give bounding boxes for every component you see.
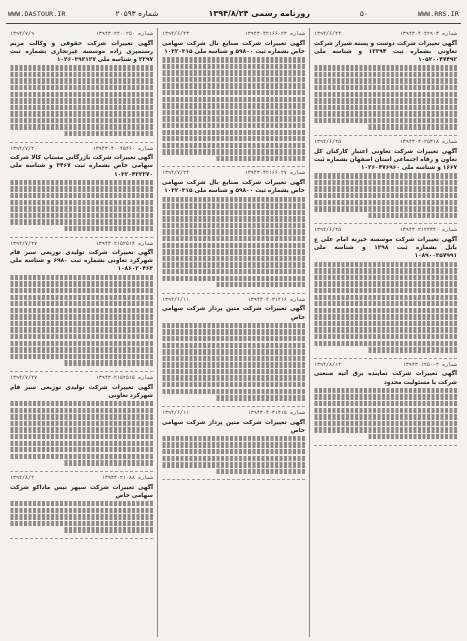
notice-number: شماره ۱۳۹۴۳۰۲۱۵۲۵۱۴ bbox=[95, 240, 153, 247]
text-line bbox=[314, 321, 457, 326]
notice-body bbox=[314, 173, 457, 218]
text-line bbox=[314, 98, 457, 103]
text-line bbox=[10, 301, 153, 306]
text-line bbox=[10, 454, 153, 459]
text-line bbox=[10, 321, 153, 326]
notice-date: ۱۳۹۴/۷/۲۷ bbox=[10, 374, 38, 381]
text-line bbox=[162, 456, 305, 461]
text-line bbox=[10, 514, 153, 519]
notice bbox=[314, 359, 457, 446]
notice bbox=[314, 224, 457, 358]
text-line bbox=[314, 262, 457, 267]
notice-title: آگهی تغییرات شرکت موسسه خیریه امام علی ع بابل بشماره ثبت ۱۳۹۸ و شناسه ملی ۱۰۸۹۰۰۳۵۷۹۹۱ bbox=[314, 237, 457, 260]
notice-title: آگهی تغییرات شرکت بازرگانی مستاپ کالا شرکت سهامی خاص بشماره ثبت ۳۴۶۷ و شناسه ملی ۱۰۳۲۰۴۳۲۲۷۰ bbox=[10, 155, 153, 178]
page-header bbox=[6, 4, 461, 24]
text-line bbox=[162, 70, 305, 75]
text-line bbox=[10, 92, 153, 97]
notice-ref bbox=[314, 139, 457, 147]
notice-date: ۱۳۹۴/۸/۱۴ bbox=[314, 361, 342, 368]
text-line bbox=[162, 136, 305, 141]
header-url-right[interactable]: WWW.RRS.IR bbox=[417, 9, 459, 18]
text-line bbox=[10, 401, 153, 406]
header-url-left[interactable]: WWW.DASTOUR.IR bbox=[8, 9, 66, 18]
text-line bbox=[10, 213, 153, 218]
text-line bbox=[10, 421, 153, 426]
notice-body bbox=[10, 65, 153, 136]
text-line bbox=[10, 200, 153, 205]
text-line bbox=[162, 210, 305, 215]
notice bbox=[162, 294, 305, 407]
text-line bbox=[314, 173, 457, 178]
notice-body bbox=[10, 180, 153, 231]
text-line bbox=[314, 314, 457, 319]
notice-date: ۱۳۹۴/۶/۲۳ bbox=[162, 31, 190, 37]
notice-body bbox=[162, 323, 305, 401]
text-line bbox=[162, 203, 305, 208]
text-line bbox=[162, 462, 305, 467]
notice-body bbox=[10, 501, 153, 533]
text-line bbox=[10, 434, 153, 439]
notice bbox=[162, 407, 305, 481]
text-line bbox=[162, 389, 305, 394]
notice-ref bbox=[162, 410, 305, 418]
notice-ref bbox=[314, 362, 457, 370]
text-line bbox=[162, 229, 305, 234]
notice-number: شماره ۱۳۹۴۳۰۱۲۵۰۰۲ bbox=[402, 361, 457, 368]
text-line bbox=[162, 130, 305, 135]
notice-ref bbox=[314, 227, 457, 235]
text-line bbox=[10, 72, 153, 77]
text-line bbox=[162, 262, 305, 267]
notice-title: آگهی تغییرات شرکت تعاونی اعتبار کارکنان کل تعاون و رفاه اجتماعی استان اصفهان بشماره ثبت ۱۶۶۷ و شناسه ملی ۱۰۲۶۰۴۷۶۹۶۰ bbox=[314, 148, 457, 172]
text-line bbox=[162, 216, 305, 221]
notice-title: آگهی تغییرات شرکت سپهر نیس ماداکو شرکت سهامی خاص bbox=[10, 484, 153, 499]
text-line bbox=[10, 98, 153, 103]
text-line bbox=[10, 288, 153, 293]
text-line bbox=[314, 341, 457, 346]
notice-title: آگهی تغییرات شرکت صنایع بال شرکت سهامی خاص بشماره ثبت ۵۹۸۰۰ و شناسه ملی ۱۰۳۲۰۳۱۵ bbox=[162, 180, 305, 195]
text-line bbox=[64, 460, 153, 465]
text-line bbox=[368, 434, 457, 439]
text-line bbox=[314, 295, 457, 300]
notice-number: شماره ۱۳۹۴۳۰۴۲۱۶۶۰۲۷ bbox=[244, 170, 305, 177]
text-line bbox=[10, 275, 153, 280]
notice-title: آگهی تغییرات شرکت متین پرداز شرکت سهامی خاص bbox=[162, 419, 305, 434]
notice-ref bbox=[10, 146, 153, 154]
text-line bbox=[314, 193, 457, 198]
notice bbox=[162, 167, 305, 293]
notice-title: آگهی تغییرات شرکت تولیدی توزیعی سبز فام شهرکرد تعاونی bbox=[10, 384, 153, 399]
text-line bbox=[10, 327, 153, 332]
text-line bbox=[162, 336, 305, 341]
notice-body bbox=[162, 436, 305, 474]
notice-body bbox=[314, 388, 457, 439]
text-line bbox=[10, 105, 153, 110]
text-line bbox=[162, 369, 305, 374]
text-line bbox=[10, 441, 153, 446]
text-line bbox=[64, 360, 153, 365]
notice bbox=[10, 143, 153, 238]
text-line bbox=[162, 362, 305, 367]
text-line bbox=[162, 329, 305, 334]
text-line bbox=[314, 180, 457, 185]
text-line bbox=[162, 103, 305, 108]
notice-number: شماره ۱۳۹۴۳۰۲۱۰۸۸ bbox=[101, 474, 153, 481]
text-line bbox=[10, 124, 153, 129]
notice bbox=[10, 28, 153, 143]
text-line bbox=[162, 236, 305, 241]
notice-date: ۱۳۹۴/۷/۲۷ bbox=[10, 240, 38, 247]
text-line bbox=[10, 341, 153, 346]
text-line bbox=[10, 65, 153, 70]
notice-date: ۱۳۹۴/۸/۲ bbox=[10, 474, 35, 481]
text-line bbox=[10, 447, 153, 452]
notice bbox=[162, 28, 305, 167]
text-line bbox=[10, 521, 153, 526]
notice bbox=[314, 136, 457, 224]
text-line bbox=[10, 414, 153, 419]
text-line bbox=[314, 78, 457, 83]
text-line bbox=[162, 57, 305, 62]
text-line bbox=[10, 118, 153, 123]
text-line bbox=[64, 131, 153, 136]
notice-ref bbox=[314, 31, 457, 39]
text-line bbox=[314, 105, 457, 110]
notice-date: ۱۳۹۴/۶/۲۴ bbox=[314, 31, 342, 37]
notice-number: شماره ۱۳۹۴۳۰۴۲۱۶۶۰۲۳ bbox=[244, 31, 305, 37]
text-line bbox=[162, 223, 305, 228]
notice-title: آگهی تغییرات شرکت دوست و پسته شیراز شرکت تعاونی بشماره ثبت ۱۲۲۹۴ و شناسه ملی ۱۰۵۳۰۰۴۷۴۹۲ bbox=[314, 40, 457, 63]
notice-ref bbox=[10, 241, 153, 249]
notice bbox=[314, 28, 457, 136]
notice-date: ۱۳۹۴/۶/۲۵ bbox=[314, 227, 342, 234]
text-line bbox=[314, 186, 457, 191]
text-line bbox=[10, 427, 153, 432]
text-line bbox=[314, 327, 457, 332]
text-line bbox=[368, 213, 457, 218]
text-line bbox=[162, 349, 305, 354]
text-line bbox=[162, 449, 305, 454]
text-line bbox=[10, 186, 153, 191]
notice-number: شماره ۱۳۹۴۳۰۴۰۲۲۹۰۳ bbox=[399, 31, 457, 37]
text-line bbox=[162, 123, 305, 128]
text-line bbox=[162, 356, 305, 361]
text-line bbox=[64, 527, 153, 532]
text-line bbox=[216, 469, 305, 474]
text-line bbox=[314, 421, 457, 426]
notice-column bbox=[6, 28, 157, 637]
text-line bbox=[10, 334, 153, 339]
text-line bbox=[314, 111, 457, 116]
notice-column bbox=[157, 28, 309, 637]
text-line bbox=[314, 65, 457, 70]
notice-number: شماره ۱۳۹۴۳۰۴۰۲۵۳۱۸ bbox=[399, 139, 457, 146]
text-line bbox=[314, 388, 457, 393]
text-line bbox=[314, 414, 457, 419]
text-line bbox=[10, 111, 153, 116]
text-line bbox=[368, 124, 457, 129]
text-line bbox=[10, 281, 153, 286]
notice-title: آگهی تغییرات شرکت تولیدی توزیعی سبز فام شهرکرد تعاونی بشماره ثبت ۶۹۸۰ و شناسه ملی ۱۰۸۶۰۲۰۴۶۳ bbox=[10, 250, 153, 273]
text-line bbox=[10, 78, 153, 83]
text-line bbox=[314, 401, 457, 406]
text-line bbox=[10, 354, 153, 359]
text-line bbox=[10, 308, 153, 313]
text-line bbox=[162, 436, 305, 441]
notice-ref bbox=[10, 475, 153, 483]
header-title: روزنامه رسمی ۱۳۹۴/۸/۲۴ bbox=[208, 9, 310, 18]
text-line bbox=[64, 226, 153, 231]
notice-ref bbox=[162, 31, 305, 39]
text-line bbox=[162, 243, 305, 248]
text-line bbox=[162, 143, 305, 148]
text-line bbox=[314, 334, 457, 339]
text-line bbox=[314, 288, 457, 293]
text-line bbox=[162, 269, 305, 274]
text-line bbox=[314, 308, 457, 313]
notice-number: شماره ۱۳۹۴۳۰۲۱۵۲۵۱۵ bbox=[95, 374, 153, 381]
text-line bbox=[162, 116, 305, 121]
text-line bbox=[162, 442, 305, 447]
text-line bbox=[314, 268, 457, 273]
notice-date: ۱۳۹۴/۶/۱۱ bbox=[162, 409, 190, 416]
text-line bbox=[10, 193, 153, 198]
notice-columns bbox=[6, 28, 461, 637]
notice-title: آگهی تغییرات شرکت نماینده برق آتیه صنعتی شرکت با مسئولیت محدود bbox=[314, 371, 457, 386]
text-line bbox=[162, 256, 305, 261]
text-line bbox=[314, 408, 457, 413]
text-line bbox=[162, 110, 305, 115]
text-line bbox=[314, 85, 457, 90]
text-line bbox=[162, 382, 305, 387]
text-line bbox=[10, 508, 153, 513]
notice-ref bbox=[10, 31, 153, 39]
text-line bbox=[10, 347, 153, 352]
notice-number: شماره ۱۳۹۴۳۰۲۲۰۰۲۵۰ bbox=[95, 31, 153, 37]
notice-body bbox=[314, 65, 457, 130]
notice-body bbox=[10, 401, 153, 466]
notice-date: ۱۳۹۴/۶/۲۵ bbox=[314, 139, 342, 146]
notice-number: شماره ۱۳۹۴۳۰۲۱۲۲۳۴۰ bbox=[399, 227, 457, 234]
text-line bbox=[314, 275, 457, 280]
text-line bbox=[162, 343, 305, 348]
notice-number: شماره ۱۳۹۴۳۰۴۰۰۴۵۴۶۰ bbox=[92, 145, 153, 152]
notice-body bbox=[314, 262, 457, 353]
text-line bbox=[10, 501, 153, 506]
notice-body bbox=[162, 197, 305, 288]
notice-ref bbox=[162, 170, 305, 178]
text-line bbox=[314, 72, 457, 77]
text-line bbox=[162, 249, 305, 254]
header-issue-number: شماره ۲۰۵۹۳ bbox=[115, 9, 159, 18]
notice-title: آگهی تغییرات شرکت حقوقی و وکالت مریم رستمپری زاده موسسه غیرتجاری بشماره ثبت ۲۲۹۷ و شناسه ملی ۱۰۲۶۰۳۹۲۱۲۷ bbox=[10, 40, 153, 63]
notice-ref bbox=[162, 297, 305, 305]
text-line bbox=[368, 347, 457, 352]
text-line bbox=[162, 149, 305, 154]
text-line bbox=[10, 219, 153, 224]
text-line bbox=[162, 197, 305, 202]
text-line bbox=[10, 295, 153, 300]
text-line bbox=[10, 206, 153, 211]
notice bbox=[10, 472, 153, 539]
notice-ref bbox=[10, 375, 153, 383]
text-line bbox=[314, 118, 457, 123]
notice-number: شماره ۱۳۹۴۳۰۴۰۳۱۴۱۶ bbox=[247, 296, 305, 303]
text-line bbox=[216, 395, 305, 400]
text-line bbox=[162, 276, 305, 281]
text-line bbox=[162, 90, 305, 95]
text-line bbox=[314, 200, 457, 205]
text-line bbox=[314, 281, 457, 286]
text-line bbox=[314, 301, 457, 306]
notice-date: ۱۳۹۴/۶/۱۱ bbox=[162, 296, 190, 303]
text-line bbox=[10, 314, 153, 319]
text-line bbox=[10, 408, 153, 413]
notice-body bbox=[162, 57, 305, 161]
notice-title: آگهی تغییرات شرکت متین پرداز شرکت سهامی خاص bbox=[162, 306, 305, 321]
text-line bbox=[216, 156, 305, 161]
text-line bbox=[314, 92, 457, 97]
text-line bbox=[314, 206, 457, 211]
notice bbox=[10, 238, 153, 372]
text-line bbox=[314, 427, 457, 432]
notice-body bbox=[10, 275, 153, 366]
notice-number: شماره ۱۳۹۴۳۰۴۰۳۱۴۱۵ bbox=[247, 409, 305, 416]
text-line bbox=[162, 323, 305, 328]
notice-column bbox=[309, 28, 461, 637]
text-line bbox=[162, 64, 305, 69]
text-line bbox=[162, 375, 305, 380]
notice-date: ۱۳۹۴/۷/۹ bbox=[10, 31, 35, 37]
text-line bbox=[216, 282, 305, 287]
text-line bbox=[10, 180, 153, 185]
notice-title: آگهی تغییرات شرکت صنایع بال شرکت سهامی خاص بشماره ثبت ۵۹۸۰۰ و شناسه ملی ۱۰۳۲۰۳۱۵ bbox=[162, 40, 305, 55]
notice-date: ۱۳۹۴/۷/۲۴ bbox=[162, 170, 190, 177]
text-line bbox=[10, 85, 153, 90]
text-line bbox=[314, 394, 457, 399]
notice-date: ۱۳۹۴/۷/۲۰ bbox=[10, 145, 38, 152]
text-line bbox=[162, 83, 305, 88]
text-line bbox=[162, 97, 305, 102]
notice bbox=[10, 372, 153, 472]
header-page-number: ۵۰ bbox=[359, 9, 368, 18]
text-line bbox=[162, 77, 305, 82]
